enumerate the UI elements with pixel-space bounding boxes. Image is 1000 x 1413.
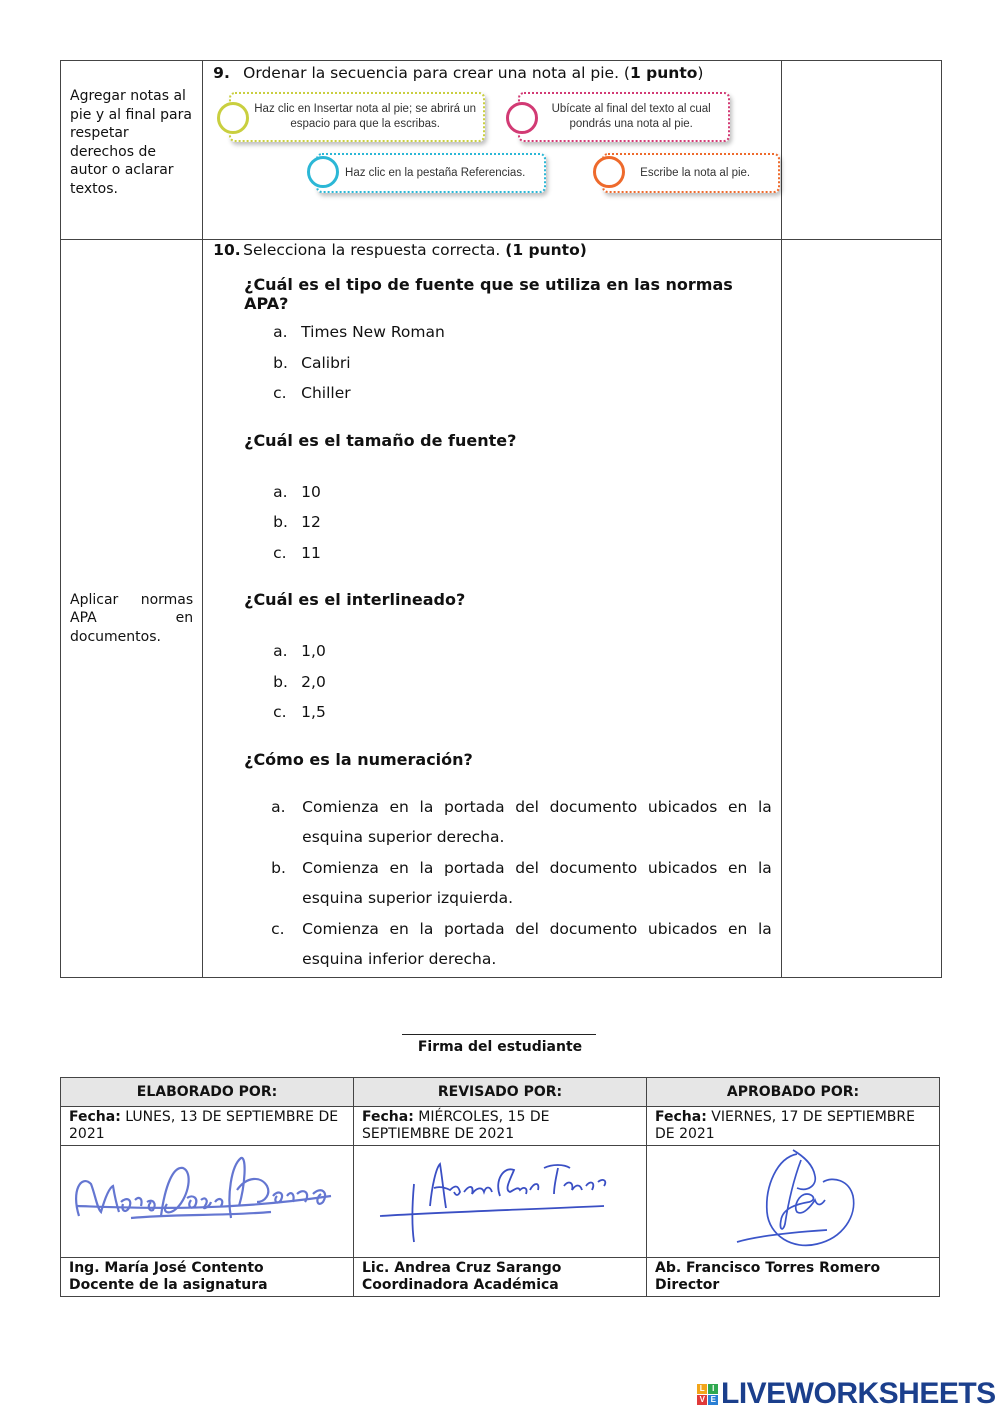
options-numbering <box>203 792 781 975</box>
sequence-circle-3[interactable] <box>307 156 339 188</box>
q10-text: Selecciona la respuesta correcta. <box>243 241 506 259</box>
date-revisado: Fecha: MIÉRCOLES, 15 DE SEPTIEMBRE DE 2021 <box>354 1107 647 1146</box>
q9-objective-cell <box>61 61 203 240</box>
student-signature-line <box>402 1034 596 1035</box>
q10-number: 10. <box>213 241 241 259</box>
q9-number: 9. <box>213 64 230 82</box>
worksheet-table <box>60 60 942 978</box>
subquestion-line-spacing: ¿Cuál es el interlineado? <box>244 590 466 609</box>
approval-header-row <box>61 1078 940 1107</box>
option-a[interactable]: a. 1,0 <box>273 642 326 660</box>
signature-elaborado-cell <box>61 1146 354 1258</box>
q9-blank-cell <box>781 61 941 240</box>
liveworksheets-wordmark: LIVEWORKSHEETS <box>721 1377 996 1410</box>
header-aprobado: APROBADO POR: <box>647 1078 940 1107</box>
approval-name-row <box>61 1258 940 1297</box>
question-9-row <box>61 61 942 240</box>
question-10-row <box>61 240 942 978</box>
options-line-spacing <box>203 636 781 728</box>
signature-maria-jose-contento <box>61 1146 353 1252</box>
liveworksheets-logo <box>697 1377 996 1411</box>
q9-text: Ordenar la secuencia para crear una nota al pie. ( <box>243 64 630 82</box>
option-c[interactable]: c. Chiller <box>273 384 351 402</box>
sequence-step-3[interactable]: Haz clic en la pestaña Referencias. <box>316 153 546 193</box>
sequence-circle-1[interactable] <box>217 102 249 134</box>
q9-question-cell <box>203 61 782 240</box>
q10-heading <box>203 240 781 259</box>
header-revisado: REVISADO POR: <box>354 1078 647 1107</box>
subquestion-font-type: ¿Cuál es el tipo de fuente que se utiliza en las normas APA? <box>244 275 733 313</box>
signature-francisco-torres-romero <box>647 1146 939 1252</box>
sequence-circle-2[interactable] <box>506 102 538 134</box>
sequence-circle-4[interactable] <box>593 156 625 188</box>
q9-objective: Agregar notas al pie y al final para respetar derechos de autor o aclarar textos. <box>70 88 192 197</box>
option-b[interactable]: b. Calibri <box>273 353 351 372</box>
sequence-step-1[interactable]: Haz clic en Insertar nota al pie; se abrirá un espacio para que la escribas. <box>229 92 485 142</box>
subquestion-font-size: ¿Cuál es el tamaño de fuente? <box>244 430 517 450</box>
approval-table <box>60 1077 940 1297</box>
sequence-step-4[interactable]: Escribe la nota al pie. <box>602 153 780 193</box>
signer-revisado: Lic. Andrea Cruz Sarango Coordinadora Académica <box>354 1258 647 1297</box>
option-c[interactable]: c. 1,5 <box>273 703 326 721</box>
signature-revisado-cell <box>354 1146 647 1258</box>
q9-heading: 9. Ordenar la secuencia para crear una nota al pie. (1 punto) <box>213 64 704 82</box>
date-aprobado: Fecha: VIERNES, 17 DE SEPTIEMBRE DE 2021 <box>647 1107 940 1146</box>
signer-aprobado: Ab. Francisco Torres Romero Director <box>647 1258 940 1297</box>
q9-sequence-area <box>203 82 781 232</box>
approval-signature-row <box>61 1146 940 1258</box>
option-c[interactable]: c. 11 <box>273 543 321 562</box>
options-font-size <box>203 477 781 569</box>
option-a[interactable]: a. Times New Roman <box>273 323 445 341</box>
q10-points: (1 punto) <box>505 241 587 259</box>
option-c[interactable]: c. Comienza en la portada del documento ubicados en la esquina inferior derecha. <box>271 919 772 968</box>
student-signature-label: Firma del estudiante <box>417 1039 583 1055</box>
option-b[interactable]: b. Comienza en la portada del documento ubicados en la esquina superior izquierda. <box>271 858 772 907</box>
sequence-step-2[interactable]: Ubícate al final del texto al cual pondrás una nota al pie. <box>518 92 730 142</box>
signature-andrea-cruz-sarango <box>354 1146 646 1252</box>
q10-objective: Aplicar normas APA en documentos. <box>70 591 194 645</box>
signature-aprobado-cell <box>647 1146 940 1258</box>
q10-question-cell <box>203 240 782 978</box>
date-elaborado: Fecha: LUNES, 13 DE SEPTIEMBRE DE 2021 <box>61 1107 354 1146</box>
signer-elaborado: Ing. María José Contento Docente de la asignatura <box>61 1258 354 1297</box>
approval-date-row <box>61 1107 940 1146</box>
liveworksheets-icon: L I V E <box>697 1384 718 1405</box>
option-a[interactable]: a. Comienza en la portada del documento ubicados en la esquina superior derecha. <box>271 797 772 846</box>
option-a[interactable]: a. 10 <box>273 482 321 501</box>
q10-objective-cell <box>61 240 203 978</box>
option-b[interactable]: b. 12 <box>273 513 321 531</box>
options-font-type <box>203 317 781 409</box>
q9-points: 1 punto <box>629 64 698 82</box>
header-elaborado: ELABORADO POR: <box>61 1078 354 1107</box>
option-b[interactable]: b. 2,0 <box>273 672 326 691</box>
q10-blank-cell <box>781 240 941 978</box>
subquestion-numbering: ¿Cómo es la numeración? <box>244 749 473 769</box>
